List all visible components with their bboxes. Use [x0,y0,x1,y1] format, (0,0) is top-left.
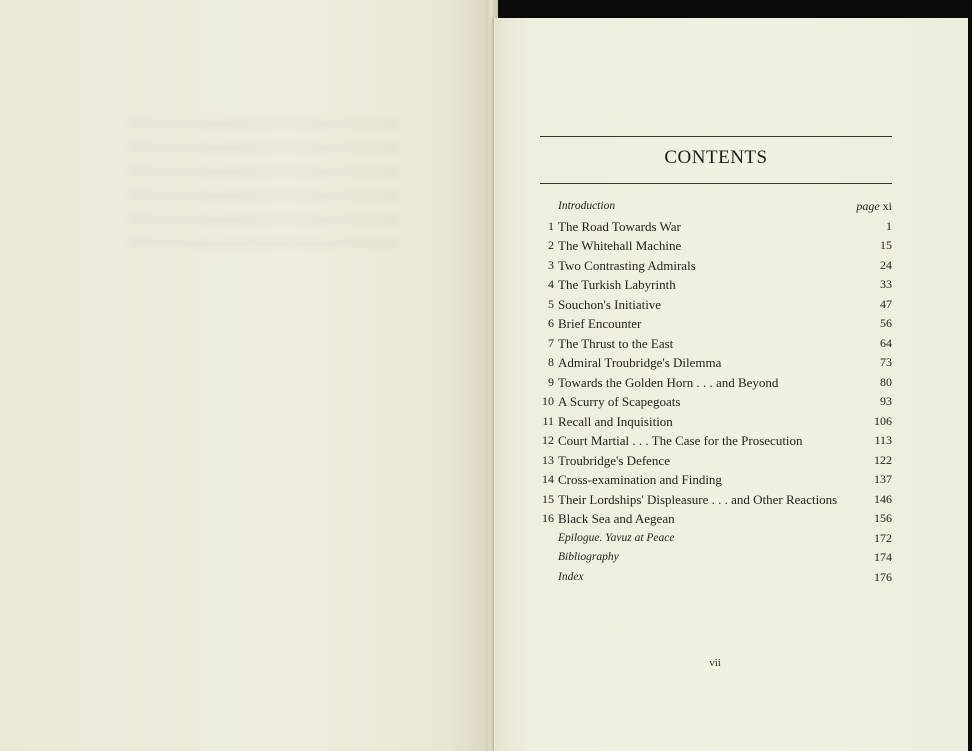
chapter-number: 4 [548,277,554,291]
chapter-number: 8 [548,355,554,369]
toc-row [530,412,894,432]
toc-row [530,373,894,393]
page-value: 122 [874,452,892,467]
page-ref [880,392,892,412]
page-ref [874,470,892,490]
chapter-number: 14 [542,472,554,486]
page-value: 33 [880,277,892,291]
chapter-title: Index [558,570,584,583]
chapter-number: 6 [548,316,554,330]
toc-row [530,314,894,334]
page-ref [874,431,892,451]
chapter-title: Troubridge's Defence [558,452,670,468]
page-ref [880,275,892,295]
toc-row [530,334,894,354]
toc-row [530,217,894,237]
page-value: 56 [880,316,892,330]
page-value: 73 [880,355,892,369]
toc-row [530,529,894,549]
chapter-title: Bibliography [558,551,619,563]
page-value: 80 [880,374,892,389]
page-value: 64 [880,335,892,350]
toc-row [530,490,894,510]
chapter-title: Recall and Inquisition [558,413,673,429]
chapter-number: 7 [548,335,554,350]
page-value: 137 [874,472,892,486]
toc-row [530,470,894,490]
toc-row [530,451,894,471]
toc-row [530,197,894,217]
toc-row [530,295,894,315]
page-value: 146 [874,491,892,506]
page-ref [880,295,892,315]
chapter-number: 11 [542,413,554,428]
page-ref [880,373,892,393]
heading-rule-top [540,136,892,137]
show-through-text [128,118,398,248]
toc-row [530,256,894,276]
page-ref [880,334,892,354]
table-of-contents [530,197,894,587]
chapter-number: 9 [548,374,554,389]
page-ref [880,353,892,373]
page-ref [886,217,892,237]
toc-row [530,509,894,529]
page-ref [874,490,892,510]
contents-heading: CONTENTS [664,147,768,168]
chapter-title: Court Martial . . . The Case for the Prosecution [558,433,803,448]
page-ref [880,314,892,334]
page-value: 93 [880,394,892,408]
page-value: 24 [880,257,892,272]
page-ref [874,451,892,471]
page-number: vii [709,657,721,669]
page-value: 15 [880,238,892,252]
chapter-title: Brief Encounter [558,316,642,331]
heading-rule-bottom [540,183,892,184]
page-ref [874,412,892,432]
chapter-number: 15 [542,491,554,506]
chapter-title: Admiral Troubridge's Dilemma [558,355,722,370]
chapter-title: Epilogue. Yavuz at Peace [558,531,675,544]
chapter-number: 5 [548,296,554,311]
page-value: 174 [874,550,892,564]
chapter-title: The Whitehall Machine [558,238,682,253]
page-ref [874,568,892,588]
chapter-title: Two Contrasting Admirals [558,257,696,273]
chapter-title: Cross-examination and Finding [558,472,722,487]
chapter-number: 13 [542,452,554,467]
chapter-title: Towards the Golden Horn . . . and Beyond [558,374,779,390]
chapter-title: Their Lordships' Displeasure . . . and Other Reactions [558,491,838,507]
page-ref [880,256,892,276]
chapter-number: 10 [542,394,554,408]
page-value: 113 [874,433,892,447]
toc-row [530,568,894,588]
page-value: xi [882,199,892,213]
page-ref [856,197,892,217]
toc-row [530,392,894,412]
chapter-number: 12 [542,433,554,447]
toc-row [530,275,894,295]
page-ref [880,236,892,256]
page-value: 176 [874,569,892,584]
page-value: 106 [874,413,892,428]
toc-row [530,548,894,568]
chapter-title: Introduction [558,200,616,212]
chapter-number: 2 [548,238,554,252]
chapter-title: The Turkish Labyrinth [558,277,676,292]
page-value: 172 [874,530,892,545]
page-ref [874,548,892,568]
chapter-title: A Scurry of Scapegoats [558,394,681,409]
chapter-title: The Road Towards War [558,218,681,234]
page-value: 47 [880,296,892,311]
toc-row [530,236,894,256]
toc-row [530,431,894,451]
chapter-number: 16 [542,511,554,525]
toc-row [530,353,894,373]
page-ref [874,509,892,529]
page-ref [874,529,892,549]
chapter-title: The Thrust to the East [558,335,674,351]
chapter-number: 1 [548,218,554,233]
page-value: 156 [874,511,892,525]
chapter-number: 3 [548,257,554,272]
page-value: 1 [886,218,892,233]
chapter-title: Souchon's Initiative [558,296,662,312]
chapter-title: Black Sea and Aegean [558,511,675,526]
page-prefix: page [856,199,880,213]
